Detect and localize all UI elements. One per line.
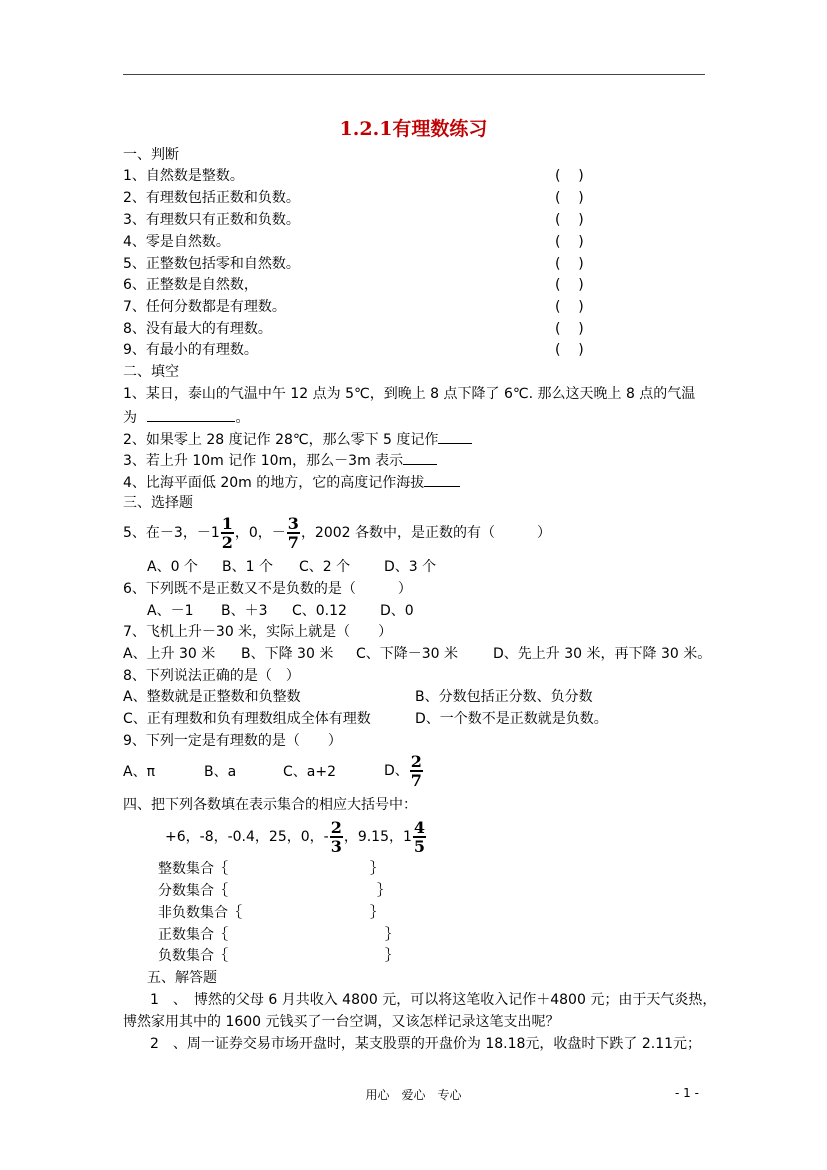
- answer-blank[interactable]: [147, 407, 235, 422]
- header-rule: [123, 74, 705, 75]
- choice-q9: 9、下列一定是有理数的是（ ）: [123, 733, 342, 749]
- q7-option-a: A、上升 30 米: [123, 646, 216, 662]
- answer-paren: ( ): [555, 234, 584, 250]
- q6-option-d: D、0: [380, 603, 414, 619]
- q8-option-d: D、一个数不是正数就是负数。: [415, 711, 608, 727]
- q9-option-d-label: D、: [384, 763, 409, 779]
- fraction-numerator: 2: [410, 752, 422, 771]
- fraction-denominator: 3: [330, 837, 342, 856]
- sets-numbers-mid: ，9.15，1: [343, 829, 412, 845]
- answer-paren: ( ): [555, 256, 584, 272]
- judge-item-3: 3、有理数只有正数和负数。: [123, 212, 300, 228]
- fraction-denominator: 5: [413, 837, 426, 856]
- q7-option-d: D、先上升 30 米，再下降 30 米。: [493, 646, 712, 662]
- q5-option-b: B、1 个: [222, 559, 273, 575]
- judge-item-1: 1、自然数是整数。: [123, 168, 244, 184]
- section-heading-sets: 四、把下列各数填在表示集合的相应大括号中：: [123, 797, 417, 813]
- set-close-brace: ｝: [385, 948, 399, 964]
- judge-item-6: 6、正整数是自然数，: [123, 277, 258, 293]
- set-close-brace: ｝: [370, 905, 384, 921]
- q7-option-b: B、下降 30 米: [241, 646, 334, 662]
- answer-blank[interactable]: [403, 450, 437, 465]
- q5-option-a: A、0 个: [147, 559, 198, 575]
- page-number: - 1 -: [675, 1086, 699, 1100]
- set-fractions-label: 分数集合｛: [158, 883, 228, 899]
- q9-option-c: C、a+2: [283, 764, 336, 780]
- choice-q5: [123, 514, 551, 552]
- section-heading-choice: 三、选择题: [123, 495, 193, 511]
- section-heading-judge: 一、判断: [123, 147, 179, 163]
- set-close-brace: ｝: [370, 861, 384, 877]
- q5-option-c: C、2 个: [299, 559, 351, 575]
- judge-item-8: 8、没有最大的有理数。: [123, 321, 272, 337]
- judge-item-4: 4、零是自然数。: [123, 234, 230, 250]
- fraction-denominator: 7: [410, 771, 422, 790]
- set-nonnegative-label: 非负数集合｛: [158, 905, 242, 921]
- q5-post: ，2002 各数中，是正数的有（ ）: [300, 525, 552, 541]
- answer-blank[interactable]: [438, 429, 472, 444]
- q9-option-d: [384, 752, 424, 790]
- sets-numbers-pre: +6，-8，-0.4，25，0，-: [165, 829, 329, 845]
- fraction-denominator: 7: [287, 533, 299, 552]
- fill-q3-text: 3、若上升 10m 记作 10m，那么－3m 表示: [123, 453, 404, 469]
- q9-option-a: A、π: [123, 764, 156, 780]
- fraction-numerator: 2: [330, 818, 342, 837]
- answer-paren: ( ): [555, 342, 584, 358]
- choice-q8: 8、下列说法正确的是（ ）: [123, 668, 300, 684]
- fill-q1-prefix: 为: [123, 410, 137, 426]
- fraction: [410, 753, 423, 789]
- q5-mid: ，0，－: [234, 525, 286, 541]
- fraction-numerator: 3: [287, 514, 299, 533]
- answer-paren: ( ): [555, 190, 584, 206]
- q9-option-b: B、a: [204, 764, 237, 780]
- section-heading-fill: 二、填空: [123, 364, 179, 380]
- set-negative-label: 负数集合｛: [158, 948, 228, 964]
- q5-option-d: D、3 个: [384, 559, 437, 575]
- answer-blank[interactable]: [424, 472, 460, 487]
- set-integers-label: 整数集合｛: [158, 861, 228, 877]
- q6-option-b: B、＋3: [221, 603, 268, 619]
- q6-option-a: A、－1: [147, 603, 194, 619]
- solve-q1-line1: 1 、 博然的父母 6 月共收入 4800 元，可以将这笔收入记作＋4800 元；由于天气炎热，: [150, 992, 717, 1008]
- answer-paren: ( ): [555, 299, 584, 315]
- q6-option-c: C、0.12: [292, 603, 347, 619]
- fill-q1-line1: 1、某日，泰山的气温中午 12 点为 5℃，到晚上 8 点下降了 6℃. 那么这天晚上 8 点的气温: [123, 386, 696, 402]
- answer-paren: ( ): [555, 321, 584, 337]
- fill-q4-text: 4、比海平面低 20m 的地方，它的高度记作海拔: [123, 475, 425, 491]
- choice-q7: 7、飞机上升－30 米，实际上就是（ ）: [123, 624, 393, 640]
- solve-q2: 2 、周一证券交易市场开盘时，某支股票的开盘价为 18.18元，收盘时下跌了 2.11元；: [150, 1036, 702, 1052]
- fraction: [221, 515, 234, 551]
- fill-q2-text: 2、如果零上 28 度记作 28℃，那么零下 5 度记作: [123, 432, 439, 448]
- fraction: [287, 515, 300, 551]
- fill-q4: [123, 472, 460, 492]
- fraction-numerator: 1: [221, 514, 233, 533]
- page-title: 1.2.1有理数练习: [339, 118, 488, 140]
- fraction-numerator: 4: [413, 818, 426, 837]
- sets-numbers: [165, 818, 427, 856]
- choice-q6: 6、下列既不是正数又不是负数的是（ ）: [123, 581, 412, 597]
- fill-q2: [123, 429, 472, 449]
- q8-option-b: B、分数包括正分数、负分数: [415, 689, 593, 705]
- q7-option-c: C、下降－30 米: [356, 646, 459, 662]
- judge-item-2: 2、有理数包括正数和负数。: [123, 190, 300, 206]
- fraction: [330, 819, 343, 855]
- fill-q1-line2: [123, 407, 249, 427]
- set-positive-label: 正数集合｛: [158, 927, 228, 943]
- fill-q3: [123, 450, 437, 470]
- q5-pre: 5、在－3，－1: [123, 525, 220, 541]
- q8-option-c: C、正有理数和负有理数组成全体有理数: [123, 711, 371, 727]
- judge-item-5: 5、正整数包括零和自然数。: [123, 256, 300, 272]
- judge-item-9: 9、有最小的有理数。: [123, 342, 258, 358]
- set-close-brace: ｝: [385, 927, 399, 943]
- answer-paren: ( ): [555, 212, 584, 228]
- q8-option-a: A、整数就是正整数和负整数: [123, 689, 301, 705]
- solve-q1-line2: 博然家用其中的 1600 元钱买了一台空调，又该怎样记录这笔支出呢？: [123, 1014, 560, 1030]
- set-close-brace: ｝: [377, 883, 391, 899]
- answer-paren: ( ): [555, 168, 584, 184]
- fraction: [413, 819, 426, 855]
- judge-item-7: 7、任何分数都是有理数。: [123, 299, 286, 315]
- fill-q1-suffix: 。: [235, 410, 250, 426]
- answer-paren: ( ): [555, 277, 584, 293]
- section-heading-solve: 五、解答题: [147, 970, 217, 986]
- fraction-denominator: 2: [221, 533, 233, 552]
- page-footer: 用心 爱心 专心: [365, 1088, 462, 1102]
